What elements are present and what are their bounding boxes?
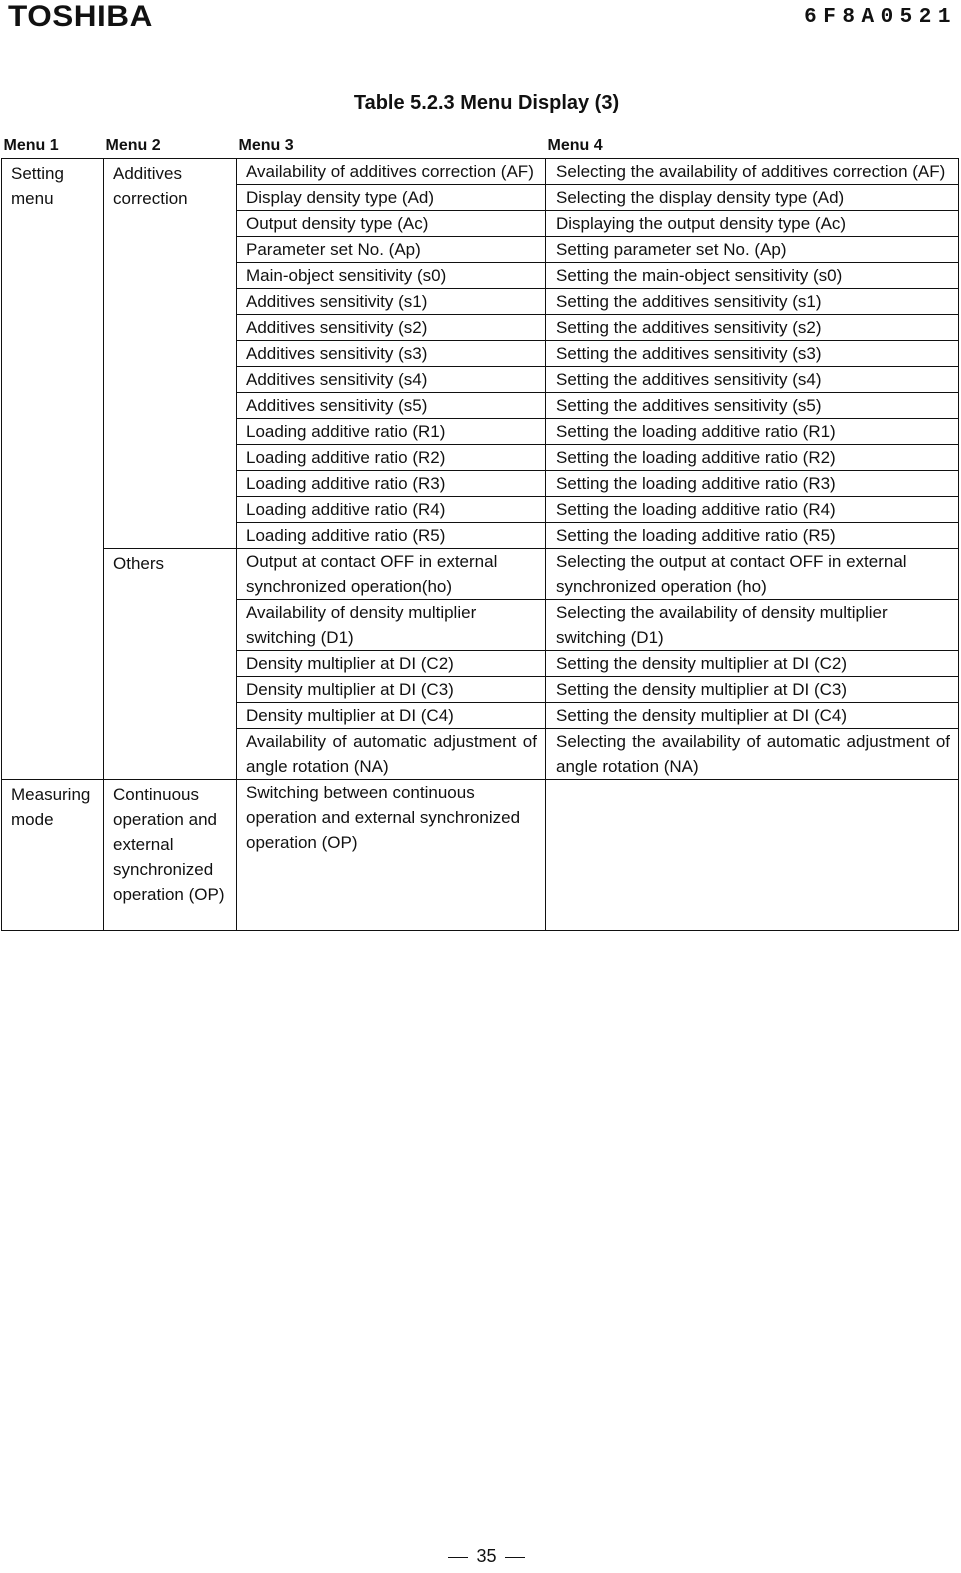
- menu4-cell: Setting the additives sensitivity (s1): [546, 289, 959, 315]
- menu4-cell: Setting the main-object sensitivity (s0): [546, 263, 959, 289]
- menu4-cell: Setting the additives sensitivity (s4): [546, 367, 959, 393]
- column-header-menu2: Menu 2: [104, 132, 237, 159]
- table-header-row: [2, 132, 959, 159]
- menu4-cell: Setting the loading additive ratio (R4): [546, 497, 959, 523]
- menu4-cell: Selecting the output at contact OFF in external synchronized operation (ho): [546, 549, 959, 600]
- menu4-cell: Setting the density multiplier at DI (C4): [546, 703, 959, 729]
- menu4-cell: Setting the loading additive ratio (R5): [546, 523, 959, 549]
- menu4-cell: Setting the additives sensitivity (s3): [546, 341, 959, 367]
- menu2-additives-correction: Additives correction: [104, 159, 237, 549]
- menu4-cell: Setting the loading additive ratio (R2): [546, 445, 959, 471]
- menu3-cell: Loading additive ratio (R5): [237, 523, 546, 549]
- menu3-cell: Switching between continuous operation and external synchronized operation (OP): [237, 780, 546, 931]
- table-row: [2, 159, 959, 185]
- table-title: Table 5.2.3 Menu Display (3): [353, 92, 620, 114]
- menu3-cell: Additives sensitivity (s4): [237, 367, 546, 393]
- document-number: 6F8A0521: [804, 6, 957, 29]
- menu4-cell: Setting the loading additive ratio (R3): [546, 471, 959, 497]
- menu3-cell: Additives sensitivity (s2): [237, 315, 546, 341]
- menu3-cell: Additives sensitivity (s3): [237, 341, 546, 367]
- footer-dash-left: [448, 1557, 468, 1558]
- menu1-setting-menu: Setting menu: [2, 159, 104, 780]
- menu3-cell: Loading additive ratio (R3): [237, 471, 546, 497]
- menu4-cell: Displaying the output density type (Ac): [546, 211, 959, 237]
- menu4-cell-empty: [546, 780, 959, 931]
- menu3-cell: Main-object sensitivity (s0): [237, 263, 546, 289]
- menu3-cell: Output density type (Ac): [237, 211, 546, 237]
- menu3-cell: Availability of additives correction (AF): [237, 159, 546, 185]
- menu3-cell: Loading additive ratio (R1): [237, 419, 546, 445]
- menu3-cell: Availability of automatic adjustment of angle rotation (NA): [237, 729, 546, 780]
- table-row: [2, 780, 959, 931]
- menu3-cell: Density multiplier at DI (C2): [237, 651, 546, 677]
- menu3-cell: Parameter set No. (Ap): [237, 237, 546, 263]
- menu3-cell: Loading additive ratio (R4): [237, 497, 546, 523]
- column-header-menu3: Menu 3: [237, 132, 546, 159]
- menu4-cell: Setting the density multiplier at DI (C2): [546, 651, 959, 677]
- menu4-cell: Setting the loading additive ratio (R1): [546, 419, 959, 445]
- menu3-cell: Output at contact OFF in external synchronized operation(ho): [237, 549, 546, 600]
- footer-dash-right: [505, 1557, 525, 1558]
- menu3-cell: Density multiplier at DI (C4): [237, 703, 546, 729]
- menu-display-table: [1, 132, 959, 931]
- menu4-cell: Selecting the availability of automatic adjustment of angle rotation (NA): [546, 729, 959, 780]
- menu3-cell: Density multiplier at DI (C3): [237, 677, 546, 703]
- menu4-cell: Setting the density multiplier at DI (C3): [546, 677, 959, 703]
- menu4-cell: Setting the additives sensitivity (s5): [546, 393, 959, 419]
- menu3-cell: Additives sensitivity (s5): [237, 393, 546, 419]
- menu3-cell: Availability of density multiplier switching (D1): [237, 600, 546, 651]
- menu4-cell: Selecting the availability of density multiplier switching (D1): [546, 600, 959, 651]
- menu4-cell: Setting the additives sensitivity (s2): [546, 315, 959, 341]
- page-number: 35: [476, 1546, 497, 1566]
- menu3-cell: Additives sensitivity (s1): [237, 289, 546, 315]
- menu2-others: Others: [104, 549, 237, 780]
- menu3-cell: Loading additive ratio (R2): [237, 445, 546, 471]
- menu4-cell: Selecting the display density type (Ad): [546, 185, 959, 211]
- menu4-cell: Selecting the availability of additives correction (AF): [546, 159, 959, 185]
- menu2-continuous-operation: Continuous operation and external synchronized operation (OP): [104, 780, 237, 931]
- menu3-cell: Display density type (Ad): [237, 185, 546, 211]
- menu4-cell: Setting parameter set No. (Ap): [546, 237, 959, 263]
- column-header-menu4: Menu 4: [546, 132, 959, 159]
- page-footer: [0, 1546, 961, 1567]
- menu1-measuring-mode: Measuring mode: [2, 780, 104, 931]
- column-header-menu1: Menu 1: [2, 132, 104, 159]
- brand-logo: TOSHIBA: [8, 0, 153, 33]
- table-row: [2, 549, 959, 600]
